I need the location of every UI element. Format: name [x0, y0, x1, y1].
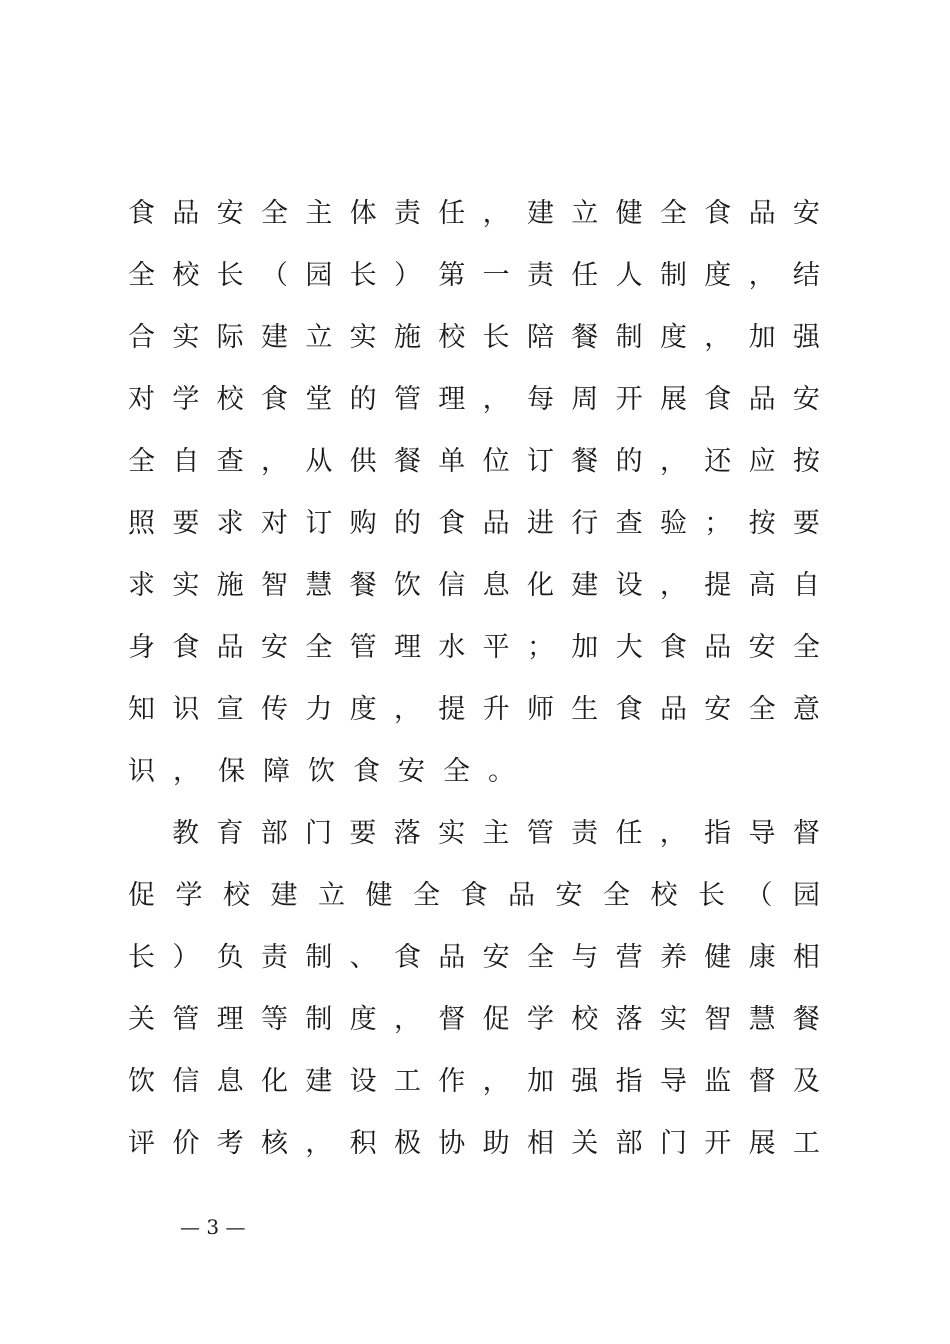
text-line: 对 学 校 食 堂 的 管 理 ， 每 周 开 展 食 品 安	[128, 384, 820, 415]
text-line: 关 管 理 等 制 度 ， 督 促 学 校 落 实 智 慧 餐	[128, 1004, 820, 1035]
text-line: 促 学 校 建 立 健 全 食 品 安 全 校 长 （ 园	[128, 880, 820, 911]
text-line: 全 校 长 （ 园 长 ） 第 一 责 任 人 制 度 ， 结	[128, 260, 820, 291]
text-line-paragraph-end: 识 ， 保 障 饮 食 安 全 。	[128, 756, 515, 787]
text-line: 照 要 求 对 订 购 的 食 品 进 行 查 验 ； 按 要	[128, 508, 820, 539]
text-line: 长 ） 负 责 制 、 食 品 安 全 与 营 养 健 康 相	[128, 942, 820, 973]
body-text	[128, 183, 820, 1175]
text-line: 全 自 查 ， 从 供 餐 单 位 订 餐 的 ， 还 应 按	[128, 446, 820, 477]
text-line: 身 食 品 安 全 管 理 水 平 ； 加 大 食 品 安 全	[128, 632, 820, 663]
text-line: 评 价 考 核 ， 积 极 协 助 相 关 部 门 开 展 工	[128, 1128, 820, 1159]
page-number: — 3 —	[180, 1215, 246, 1239]
text-line: 知 识 宣 传 力 度 ， 提 升 师 生 食 品 安 全 意	[128, 694, 820, 725]
text-line: 求 实 施 智 慧 餐 饮 信 息 化 建 设 ， 提 高 自	[128, 570, 820, 601]
text-line: 食 品 安 全 主 体 责 任 ， 建 立 健 全 食 品 安	[128, 198, 820, 229]
text-line-paragraph-start: 教 育 部 门 要 落 实 主 管 责 任 ， 指 导 督	[172, 818, 820, 849]
text-line: 饮 信 息 化 建 设 工 作 ， 加 强 指 导 监 督 及	[128, 1066, 820, 1097]
text-line: 合 实 际 建 立 实 施 校 长 陪 餐 制 度 ， 加 强	[128, 322, 820, 353]
